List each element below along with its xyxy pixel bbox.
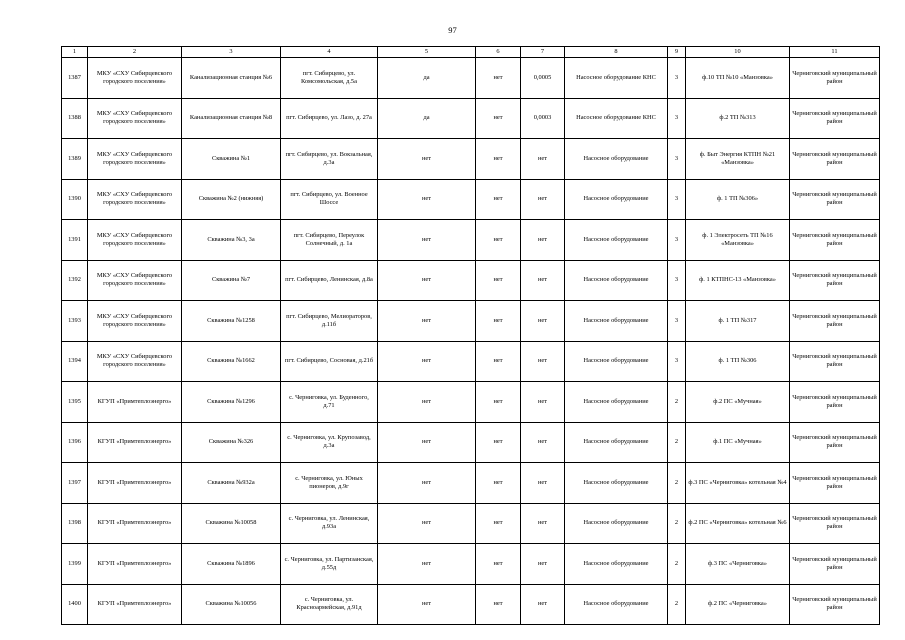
table-cell: Черниговский муниципальный район	[790, 584, 880, 625]
table-cell: 1391	[62, 220, 88, 261]
table-cell: ф. 1 Электросеть ТП №16 «Манзовка»	[686, 220, 790, 261]
table-cell: МКУ «СХУ Сибирцевского городского поселения»	[88, 179, 182, 220]
column-header: 10	[686, 47, 790, 58]
table-row	[62, 341, 880, 382]
table-cell: нет	[476, 463, 521, 504]
table-cell: Насосное оборудование	[565, 544, 668, 585]
table-cell: с. Черниговка, ул. Ленинская, д.93а	[281, 503, 378, 544]
table-cell: нет	[521, 584, 565, 625]
header-row	[62, 47, 880, 58]
table-cell: 3	[668, 98, 686, 139]
table-cell: МКУ «СХУ Сибирцевского городского поселения»	[88, 139, 182, 180]
table-cell: с. Черниговка, ул. Крупозавод, д.3а	[281, 422, 378, 463]
table-cell: МКУ «СХУ Сибирцевского городского поселения»	[88, 260, 182, 301]
table-cell: нет	[521, 503, 565, 544]
table-cell: Насосное оборудование	[565, 139, 668, 180]
table-cell: пгт. Сибирцево, Сосновая, д.21б	[281, 341, 378, 382]
table-cell: Черниговский муниципальный район	[790, 139, 880, 180]
table-cell: ф.2 ТП №313	[686, 98, 790, 139]
table-cell: нет	[378, 463, 476, 504]
table-cell: 1387	[62, 58, 88, 99]
table-cell: нет	[476, 544, 521, 585]
table-cell: Черниговский муниципальный район	[790, 503, 880, 544]
table-cell: Скважина №1	[182, 139, 281, 180]
table-cell: ф. Быт Энергия КТПН №21 «Манзовка»	[686, 139, 790, 180]
table-cell: Насосное оборудование КНС	[565, 98, 668, 139]
table-cell: нет	[476, 584, 521, 625]
table-cell: нет	[378, 382, 476, 423]
table-row	[62, 463, 880, 504]
table-cell: Скважина №2 (нижняя)	[182, 179, 281, 220]
table-cell: 1392	[62, 260, 88, 301]
table-cell: Насосное оборудование	[565, 179, 668, 220]
table-row	[62, 139, 880, 180]
table-cell: Канализационная станция №8	[182, 98, 281, 139]
table-cell: Канализационная станция №6	[182, 58, 281, 99]
table-row	[62, 544, 880, 585]
table-cell: 3	[668, 341, 686, 382]
table-cell: нет	[378, 260, 476, 301]
table-cell: 2	[668, 503, 686, 544]
table-cell: нет	[476, 422, 521, 463]
table-row	[62, 503, 880, 544]
table-cell: 2	[668, 382, 686, 423]
table-row	[62, 584, 880, 625]
table-row	[62, 382, 880, 423]
table-cell: Черниговский муниципальный район	[790, 382, 880, 423]
column-header: 4	[281, 47, 378, 58]
table-cell: 0,0003	[521, 98, 565, 139]
table-row	[62, 58, 880, 99]
table-cell: 0,0005	[521, 58, 565, 99]
column-header: 3	[182, 47, 281, 58]
table-cell: нет	[378, 422, 476, 463]
table-cell: нет	[521, 220, 565, 261]
table-cell: 1399	[62, 544, 88, 585]
column-header: 1	[62, 47, 88, 58]
table-cell: нет	[378, 179, 476, 220]
table-cell: 3	[668, 139, 686, 180]
table-cell: 1393	[62, 301, 88, 342]
table-cell: пгт. Сибирцево, Переулок Солнечный, д. 1а	[281, 220, 378, 261]
table-cell: Насосное оборудование	[565, 503, 668, 544]
table-cell: МКУ «СХУ Сибирцевского городского поселения»	[88, 220, 182, 261]
column-header: 2	[88, 47, 182, 58]
table-cell: с. Черниговка, ул. Красноармейская, д.91д	[281, 584, 378, 625]
table-cell: нет	[521, 301, 565, 342]
table-cell: ф.10 ТП №10 «Манзовка»	[686, 58, 790, 99]
table-row	[62, 179, 880, 220]
column-header: 9	[668, 47, 686, 58]
table-cell: с. Черниговка, ул. Партизанская, д.55д	[281, 544, 378, 585]
table-cell: Черниговский муниципальный район	[790, 58, 880, 99]
table-cell: ф. 1 ТП №306	[686, 341, 790, 382]
table-cell: нет	[378, 544, 476, 585]
table-cell: Скважина №7	[182, 260, 281, 301]
table-cell: 1388	[62, 98, 88, 139]
table-cell: КГУП «Примтеплоэнерго»	[88, 584, 182, 625]
table-cell: пгт. Сибирцево, ул. Лазо, д. 27а	[281, 98, 378, 139]
table-cell: Насосное оборудование	[565, 584, 668, 625]
table-cell: 2	[668, 463, 686, 504]
table-cell: с. Черниговка, ул. Буденного, д.71	[281, 382, 378, 423]
table-cell: Черниговский муниципальный район	[790, 98, 880, 139]
table-cell: Насосное оборудование	[565, 382, 668, 423]
table-cell: нет	[521, 422, 565, 463]
table-cell: Насосное оборудование КНС	[565, 58, 668, 99]
column-header: 8	[565, 47, 668, 58]
table-cell: с. Черниговка, ул. Юных пионеров, д.9г	[281, 463, 378, 504]
table-cell: пгт. Сибирцево, ул. Вокзальная, д.3а	[281, 139, 378, 180]
table-cell: нет	[521, 179, 565, 220]
table-cell: Черниговский муниципальный район	[790, 179, 880, 220]
page-number: 97	[448, 25, 457, 35]
table-cell: Скважина №326	[182, 422, 281, 463]
table-cell: 1394	[62, 341, 88, 382]
table-cell: ф.3 ПС «Черниговка» котельная №4	[686, 463, 790, 504]
table-cell: МКУ «СХУ Сибирцевского городского поселения»	[88, 301, 182, 342]
table-cell: ф. 1 ТП №306»	[686, 179, 790, 220]
table-cell: 3	[668, 179, 686, 220]
table-cell: КГУП «Примтеплоэнерго»	[88, 382, 182, 423]
table-cell: нет	[476, 301, 521, 342]
table-cell: нет	[521, 139, 565, 180]
table-cell: 3	[668, 220, 686, 261]
table-cell: ф.1 ПС «Мучная»	[686, 422, 790, 463]
table-cell: нет	[476, 341, 521, 382]
table-cell: нет	[476, 220, 521, 261]
column-header: 5	[378, 47, 476, 58]
table-cell: пгт. Сибирцево, Мелиораторов, д.11б	[281, 301, 378, 342]
table-cell: Насосное оборудование	[565, 260, 668, 301]
table-cell: нет	[378, 341, 476, 382]
table-cell: нет	[378, 584, 476, 625]
table-cell: нет	[476, 139, 521, 180]
table-cell: нет	[521, 382, 565, 423]
data-table	[61, 46, 880, 625]
table-cell: ф. 1 ТП №317	[686, 301, 790, 342]
table-cell: 1389	[62, 139, 88, 180]
table-cell: ф.3 ПС «Черниговка»	[686, 544, 790, 585]
table-cell: нет	[378, 503, 476, 544]
table-cell: нет	[378, 139, 476, 180]
table-cell: Насосное оборудование	[565, 422, 668, 463]
table-cell: нет	[521, 463, 565, 504]
table-cell: Черниговский муниципальный район	[790, 301, 880, 342]
table-cell: нет	[476, 382, 521, 423]
table-cell: пгт. Сибирцево, Ленинская, д.8а	[281, 260, 378, 301]
table-cell: Черниговский муниципальный район	[790, 260, 880, 301]
column-header: 7	[521, 47, 565, 58]
table-row	[62, 301, 880, 342]
table-cell: 1397	[62, 463, 88, 504]
table-cell: 3	[668, 58, 686, 99]
table-cell: нет	[521, 341, 565, 382]
table-cell: Скважина №3, 3а	[182, 220, 281, 261]
table-cell: нет	[476, 98, 521, 139]
table-cell: ф. 1 КТПНС-13 «Манзовка»	[686, 260, 790, 301]
table-cell: Черниговский муниципальный район	[790, 220, 880, 261]
table-cell: МКУ «СХУ Сибирцевского городского поселения»	[88, 98, 182, 139]
table-cell: Скважина №10056	[182, 584, 281, 625]
table-cell: Скважина №1662	[182, 341, 281, 382]
table-cell: 3	[668, 260, 686, 301]
table-cell: нет	[378, 220, 476, 261]
table-cell: 1390	[62, 179, 88, 220]
table-body	[62, 58, 880, 625]
table-cell: Насосное оборудование	[565, 341, 668, 382]
table-cell: ф.2 ПС «Черниговка»	[686, 584, 790, 625]
table-cell: Насосное оборудование	[565, 463, 668, 504]
table-cell: ф.2 ПС «Мучная»	[686, 382, 790, 423]
table-cell: МКУ «СХУ Сибирцевского городского поселения»	[88, 58, 182, 99]
table-cell: Скважина №10058	[182, 503, 281, 544]
table-cell: 1396	[62, 422, 88, 463]
table-cell: 1398	[62, 503, 88, 544]
table-cell: 3	[668, 301, 686, 342]
table-cell: да	[378, 58, 476, 99]
table-cell: 2	[668, 584, 686, 625]
table-cell: нет	[378, 301, 476, 342]
table-row	[62, 98, 880, 139]
column-header: 6	[476, 47, 521, 58]
table-cell: нет	[476, 260, 521, 301]
table-cell: пгт. Сибирцево, ул. Военное Шоссе	[281, 179, 378, 220]
table-cell: Черниговский муниципальный район	[790, 341, 880, 382]
table-cell: пгт. Сибирцево, ул. Комсомольская, д.5а	[281, 58, 378, 99]
table-cell: Скважина №1896	[182, 544, 281, 585]
table-cell: КГУП «Примтеплоэнерго»	[88, 463, 182, 504]
table-cell: Черниговский муниципальный район	[790, 463, 880, 504]
table-row	[62, 220, 880, 261]
table-cell: 1400	[62, 584, 88, 625]
table-cell: Насосное оборудование	[565, 220, 668, 261]
table-cell: нет	[476, 179, 521, 220]
table-cell: МКУ «СХУ Сибирцевского городского поселения»	[88, 341, 182, 382]
table-cell: Скважина №1296	[182, 382, 281, 423]
table-cell: 2	[668, 544, 686, 585]
table-cell: ф.2 ПС «Черниговка» котельная №6	[686, 503, 790, 544]
table-cell: КГУП «Примтеплоэнерго»	[88, 422, 182, 463]
table-row	[62, 422, 880, 463]
table-cell: нет	[521, 260, 565, 301]
table-cell: да	[378, 98, 476, 139]
table-cell: нет	[476, 503, 521, 544]
table-cell: нет	[476, 58, 521, 99]
table-cell: КГУП «Примтеплоэнерго»	[88, 503, 182, 544]
table-row	[62, 260, 880, 301]
table-cell: Скважина №932а	[182, 463, 281, 504]
table-cell: КГУП «Примтеплоэнерго»	[88, 544, 182, 585]
table-cell: Скважина №1258	[182, 301, 281, 342]
table-cell: Насосное оборудование	[565, 301, 668, 342]
table-cell: 2	[668, 422, 686, 463]
table-cell: нет	[521, 544, 565, 585]
table-cell: Черниговский муниципальный район	[790, 422, 880, 463]
table-cell: Черниговский муниципальный район	[790, 544, 880, 585]
column-header: 11	[790, 47, 880, 58]
table-cell: 1395	[62, 382, 88, 423]
